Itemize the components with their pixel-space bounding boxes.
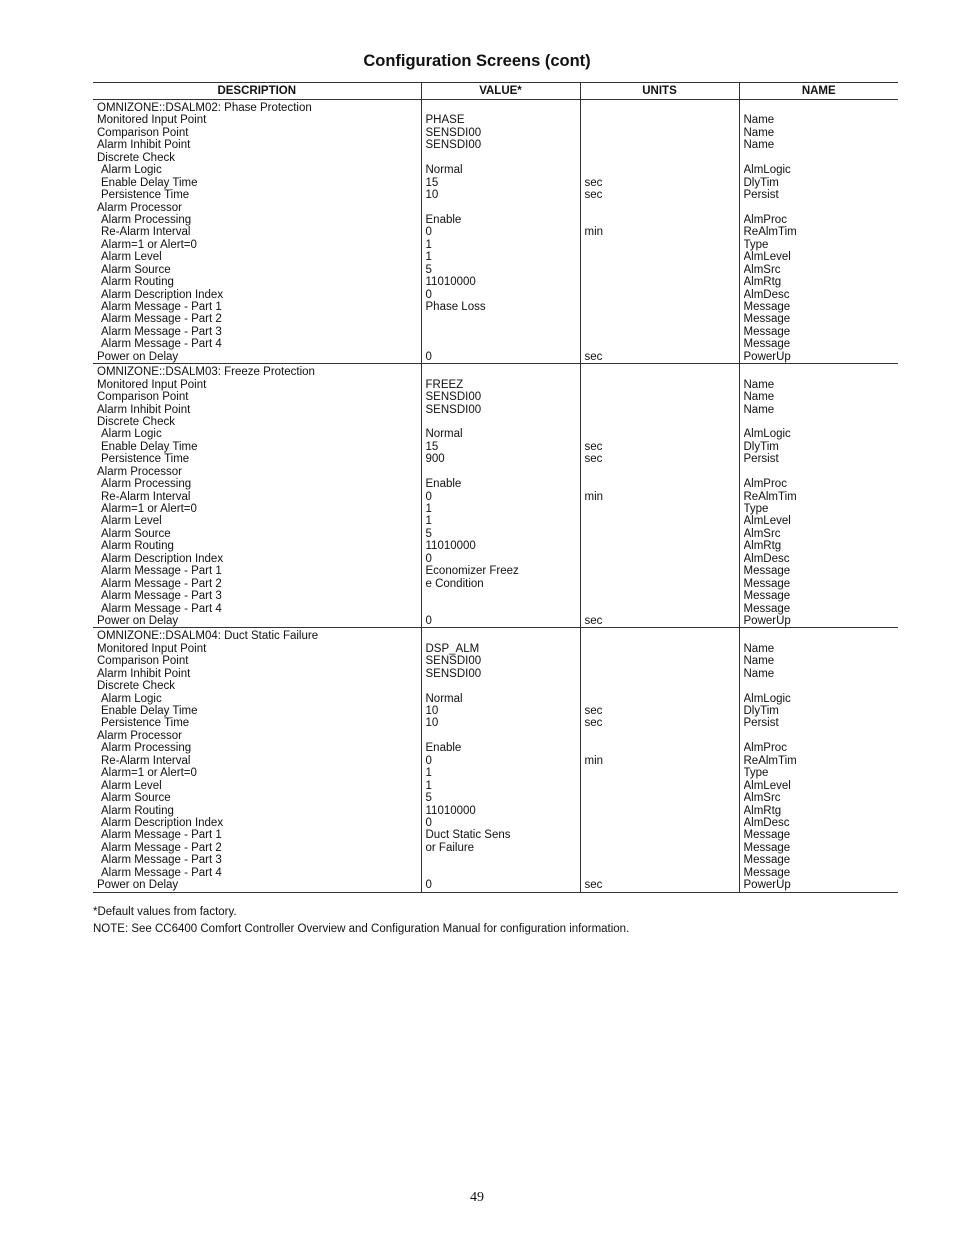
- description-line: Alarm=1 or Alert=0: [101, 767, 197, 780]
- name-line: Message: [743, 301, 791, 313]
- description-line: Persistence Time: [101, 717, 190, 730]
- name-line: [744, 416, 899, 428]
- units-line: [585, 780, 739, 792]
- description-line: Monitored Input Point: [97, 378, 207, 391]
- units-line: [585, 428, 739, 440]
- description-line: Alarm Message - Part 3: [101, 325, 222, 338]
- units-line: [585, 515, 739, 527]
- units-line: [585, 565, 739, 577]
- value-line: FREEZ: [425, 378, 464, 391]
- name-line: AlmLogic: [743, 164, 791, 177]
- name-line: AlmRtg: [743, 804, 782, 817]
- name-line: AlmSrc: [743, 792, 781, 805]
- units-line: [585, 251, 739, 263]
- description-line: OMNIZONE::DSALM02: Phase Protection: [97, 102, 312, 114]
- name-line: [744, 366, 899, 378]
- page-title: Configuration Screens (cont): [363, 52, 591, 70]
- name-line: ReAlmTim: [743, 226, 797, 239]
- units-line: [585, 139, 739, 151]
- units-line: sec: [584, 717, 603, 730]
- description-line: Alarm Level: [101, 515, 162, 528]
- value-line: [426, 730, 580, 742]
- name-line: Message: [743, 590, 791, 603]
- value-line: SENSDI00: [425, 391, 482, 404]
- description-line: Alarm Logic: [101, 692, 162, 705]
- units-line: min: [584, 754, 604, 767]
- units-line: [585, 416, 739, 428]
- units-line: [585, 528, 739, 540]
- description-line: Power on Delay: [97, 614, 179, 627]
- value-line: [426, 102, 580, 114]
- name-line: ReAlmTim: [743, 490, 797, 503]
- units-line: sec: [584, 879, 603, 892]
- name-line: AlmSrc: [743, 527, 781, 540]
- table-header-row: [93, 83, 898, 100]
- name-line: [744, 152, 899, 164]
- units-line: [585, 590, 739, 602]
- name-line: Name: [743, 403, 775, 416]
- value-line: 10: [425, 705, 439, 717]
- name-line: AlmRtg: [743, 276, 782, 289]
- name-line: [744, 730, 899, 742]
- header-value: VALUE*: [421, 83, 580, 100]
- value-line: Economizer Freez: [425, 565, 519, 578]
- description-line: Alarm Routing: [101, 540, 174, 553]
- header-name: NAME: [739, 83, 898, 100]
- units-line: [585, 805, 739, 817]
- units-line: sec: [584, 440, 603, 453]
- name-line: AlmProc: [743, 478, 787, 491]
- name-line: AlmSrc: [743, 263, 781, 276]
- units-line: [585, 867, 739, 879]
- units-line: sec: [584, 705, 603, 717]
- description-line: Alarm Message - Part 4: [101, 338, 222, 351]
- value-line: 15: [425, 440, 439, 453]
- description-line: Alarm Routing: [101, 276, 174, 289]
- description-line: Alarm Message - Part 3: [101, 854, 222, 867]
- value-line: [426, 630, 580, 642]
- units-line: [585, 102, 739, 114]
- units-cell: [580, 628, 739, 892]
- description-line: Alarm Processing: [101, 478, 192, 491]
- name-line: DlyTim: [743, 176, 779, 189]
- value-line: 0: [425, 226, 432, 239]
- value-line: Enable: [425, 213, 462, 226]
- description-line: Alarm Message - Part 2: [101, 841, 222, 854]
- name-line: Message: [743, 325, 791, 338]
- name-line: PowerUp: [743, 879, 791, 892]
- value-line: 10: [425, 717, 439, 730]
- units-line: [585, 289, 739, 301]
- value-line: Phase Loss: [425, 301, 486, 313]
- description-line: Enable Delay Time: [101, 440, 198, 453]
- name-line: [744, 466, 899, 478]
- description-line: Alarm Inhibit Point: [97, 403, 191, 416]
- value-line: [426, 326, 580, 338]
- value-line: SENSDI00: [425, 139, 482, 152]
- footnote-default-values: *Default values from factory.: [93, 906, 237, 918]
- description-line: Alarm Inhibit Point: [97, 667, 191, 680]
- name-line: Type: [743, 767, 769, 780]
- value-line: 1: [425, 251, 432, 264]
- name-line: Name: [743, 642, 775, 655]
- units-line: [585, 214, 739, 226]
- units-line: sec: [584, 189, 603, 202]
- description-line: Alarm Processing: [101, 213, 192, 226]
- description-line: Alarm=1 or Alert=0: [101, 503, 197, 515]
- name-line: [744, 680, 899, 692]
- value-line: 11010000: [425, 804, 476, 817]
- description-line: Alarm Source: [101, 792, 171, 805]
- units-line: sec: [584, 614, 603, 627]
- units-line: [585, 264, 739, 276]
- value-line: 0: [425, 350, 432, 363]
- units-line: [585, 326, 739, 338]
- units-line: [585, 817, 739, 829]
- name-line: Name: [743, 667, 775, 680]
- name-line: AlmDesc: [743, 288, 790, 301]
- value-line: [426, 152, 580, 164]
- description-line: Alarm Message - Part 3: [101, 590, 222, 603]
- description-line: Comparison Point: [97, 126, 189, 139]
- name-line: [744, 102, 899, 114]
- name-line: Name: [743, 391, 775, 404]
- description-line: Alarm Processor: [97, 465, 182, 478]
- units-line: [585, 466, 739, 478]
- name-line: Type: [743, 238, 769, 251]
- value-line: SENSDI00: [425, 667, 482, 680]
- units-line: [585, 578, 739, 590]
- name-line: ReAlmTim: [743, 754, 797, 767]
- units-line: [585, 730, 739, 742]
- units-line: [585, 693, 739, 705]
- value-line: [426, 867, 580, 879]
- value-line: Normal: [425, 692, 463, 705]
- description-line: Persistence Time: [101, 189, 190, 202]
- name-line: AlmLevel: [743, 515, 791, 528]
- value-line: 0: [425, 490, 432, 503]
- value-line: Normal: [425, 428, 463, 441]
- description-line: Persistence Time: [101, 453, 190, 466]
- value-line: 15: [425, 176, 439, 189]
- value-line: Enable: [425, 478, 462, 491]
- description-line: Power on Delay: [97, 350, 179, 363]
- value-line: 0: [425, 288, 432, 301]
- name-line: Persist: [743, 189, 779, 202]
- description-line: Alarm Level: [101, 251, 162, 264]
- description-cell: [93, 100, 421, 364]
- description-line: Alarm Message - Part 1: [101, 301, 222, 313]
- description-line: Alarm Description Index: [101, 552, 224, 565]
- units-line: [585, 829, 739, 841]
- description-line: Monitored Input Point: [97, 642, 207, 655]
- name-line: Message: [743, 866, 791, 879]
- name-line: [744, 630, 899, 642]
- header-units: UNITS: [580, 83, 739, 100]
- units-line: [585, 276, 739, 288]
- description-line: Alarm Message - Part 4: [101, 602, 222, 615]
- value-cell: [421, 628, 580, 892]
- units-line: [585, 164, 739, 176]
- description-line: Comparison Point: [97, 391, 189, 404]
- units-line: [585, 114, 739, 126]
- name-line: Message: [743, 313, 791, 326]
- units-line: [585, 668, 739, 680]
- units-line: [585, 742, 739, 754]
- name-line: AlmLogic: [743, 428, 791, 441]
- units-line: [585, 478, 739, 490]
- units-line: [585, 366, 739, 378]
- name-line: AlmDesc: [743, 552, 790, 565]
- footnote-note: NOTE: See CC6400 Comfort Controller Overview and Configuration Manual for configuration information.: [93, 923, 630, 935]
- configuration-table: [93, 82, 898, 893]
- units-line: [585, 202, 739, 214]
- value-line: SENSDI00: [425, 655, 482, 668]
- value-line: PHASE: [425, 114, 465, 127]
- value-line: 10: [425, 189, 439, 202]
- units-line: sec: [584, 453, 603, 466]
- description-line: Re-Alarm Interval: [101, 754, 191, 767]
- name-line: DlyTim: [743, 440, 779, 453]
- name-line: AlmProc: [743, 213, 787, 226]
- name-line: AlmLevel: [743, 251, 791, 264]
- description-line: Alarm Inhibit Point: [97, 139, 191, 152]
- table-body: [93, 100, 898, 893]
- name-line: AlmRtg: [743, 540, 782, 553]
- units-line: [585, 854, 739, 866]
- description-line: Alarm=1 or Alert=0: [101, 238, 197, 251]
- value-cell: [421, 100, 580, 364]
- name-line: Name: [743, 139, 775, 152]
- name-line: Persist: [743, 717, 779, 730]
- units-line: [585, 404, 739, 416]
- name-line: Message: [743, 854, 791, 867]
- name-cell: [739, 364, 898, 628]
- value-line: DSP_ALM: [425, 642, 480, 655]
- name-line: [744, 202, 899, 214]
- description-line: Alarm Description Index: [101, 816, 224, 829]
- name-line: PowerUp: [743, 614, 791, 627]
- value-line: [426, 603, 580, 615]
- value-line: Enable: [425, 742, 462, 755]
- value-line: Normal: [425, 164, 463, 177]
- description-line: Alarm Level: [101, 779, 162, 792]
- units-line: min: [584, 490, 604, 503]
- name-line: AlmLevel: [743, 779, 791, 792]
- page-number: 49: [470, 1190, 484, 1205]
- name-line: Name: [743, 114, 775, 127]
- units-line: [585, 767, 739, 779]
- units-line: [585, 553, 739, 565]
- units-line: [585, 379, 739, 391]
- description-line: Discrete Check: [97, 151, 175, 164]
- value-line: [426, 338, 580, 350]
- units-line: [585, 630, 739, 642]
- name-line: DlyTim: [743, 705, 779, 717]
- description-line: Enable Delay Time: [101, 705, 198, 717]
- description-cell: [93, 364, 421, 628]
- name-line: AlmLogic: [743, 692, 791, 705]
- description-line: Comparison Point: [97, 655, 189, 668]
- value-line: [426, 313, 580, 325]
- value-cell: [421, 364, 580, 628]
- value-line: [426, 590, 580, 602]
- name-line: Message: [743, 829, 791, 842]
- units-line: [585, 503, 739, 515]
- description-line: Enable Delay Time: [101, 176, 198, 189]
- units-line: [585, 842, 739, 854]
- description-line: Discrete Check: [97, 680, 175, 693]
- name-line: Name: [743, 126, 775, 139]
- value-line: 0: [425, 879, 432, 892]
- name-cell: [739, 628, 898, 892]
- description-line: Alarm Message - Part 2: [101, 577, 222, 590]
- units-line: [585, 127, 739, 139]
- description-line: OMNIZONE::DSALM04: Duct Static Failure: [97, 630, 319, 643]
- name-line: PowerUp: [743, 350, 791, 363]
- description-line: Alarm Message - Part 2: [101, 313, 222, 326]
- value-line: 11010000: [425, 540, 476, 553]
- units-line: [585, 680, 739, 692]
- description-line: Alarm Logic: [101, 428, 162, 441]
- units-line: [585, 338, 739, 350]
- value-line: 5: [425, 527, 432, 540]
- name-line: Name: [743, 655, 775, 668]
- units-line: [585, 603, 739, 615]
- units-line: [585, 540, 739, 552]
- value-line: [426, 416, 580, 428]
- value-line: 0: [425, 552, 432, 565]
- units-line: [585, 391, 739, 403]
- table-section-row: [93, 364, 898, 628]
- description-line: Re-Alarm Interval: [101, 226, 191, 239]
- table-section-row: [93, 628, 898, 892]
- value-line: 11010000: [425, 276, 476, 289]
- units-line: [585, 643, 739, 655]
- value-line: e Condition: [425, 577, 484, 590]
- value-line: [426, 466, 580, 478]
- value-line: 1: [425, 238, 432, 251]
- value-line: 900: [425, 453, 445, 466]
- value-line: [426, 854, 580, 866]
- description-line: Alarm Processor: [97, 729, 182, 742]
- value-line: or Failure: [425, 841, 475, 854]
- value-line: 0: [425, 754, 432, 767]
- units-line: [585, 313, 739, 325]
- units-line: [585, 655, 739, 667]
- header-description: DESCRIPTION: [93, 83, 421, 100]
- description-line: Alarm Message - Part 1: [101, 565, 222, 578]
- description-line: Alarm Logic: [101, 164, 162, 177]
- value-line: [426, 366, 580, 378]
- value-line: [426, 680, 580, 692]
- units-line: [585, 152, 739, 164]
- name-line: AlmProc: [743, 742, 787, 755]
- units-line: min: [584, 226, 604, 239]
- description-line: Alarm Source: [101, 263, 171, 276]
- description-line: OMNIZONE::DSALM03: Freeze Protection: [97, 366, 315, 379]
- name-line: Message: [743, 565, 791, 578]
- units-line: sec: [584, 176, 603, 189]
- name-line: Name: [743, 378, 775, 391]
- description-line: Power on Delay: [97, 879, 179, 892]
- value-line: 0: [425, 614, 432, 627]
- description-cell: [93, 628, 421, 892]
- units-line: [585, 239, 739, 251]
- name-cell: [739, 100, 898, 364]
- value-line: 0: [425, 816, 432, 829]
- table-section-row: [93, 100, 898, 364]
- units-line: [585, 792, 739, 804]
- name-line: Message: [743, 841, 791, 854]
- value-line: 5: [425, 263, 432, 276]
- name-line: Persist: [743, 453, 779, 466]
- description-line: Alarm Message - Part 4: [101, 866, 222, 879]
- value-line: 1: [425, 503, 432, 515]
- value-line: 1: [425, 515, 432, 528]
- value-line: 1: [425, 779, 432, 792]
- units-line: sec: [584, 350, 603, 363]
- description-line: Re-Alarm Interval: [101, 490, 191, 503]
- value-line: SENSDI00: [425, 126, 482, 139]
- name-line: AlmDesc: [743, 816, 790, 829]
- value-line: 1: [425, 767, 432, 780]
- value-line: SENSDI00: [425, 403, 482, 416]
- description-line: Alarm Routing: [101, 804, 174, 817]
- units-cell: [580, 100, 739, 364]
- description-line: Alarm Description Index: [101, 288, 224, 301]
- description-line: Alarm Processor: [97, 201, 182, 214]
- value-line: [426, 202, 580, 214]
- name-line: Type: [743, 503, 769, 515]
- description-line: Monitored Input Point: [97, 114, 207, 127]
- value-line: 5: [425, 792, 432, 805]
- name-line: Message: [743, 338, 791, 351]
- description-line: Alarm Message - Part 1: [101, 829, 222, 842]
- description-line: Discrete Check: [97, 415, 175, 428]
- units-line: [585, 301, 739, 313]
- description-line: Alarm Processing: [101, 742, 192, 755]
- name-line: Message: [743, 602, 791, 615]
- name-line: Message: [743, 577, 791, 590]
- description-line: Alarm Source: [101, 527, 171, 540]
- value-line: Duct Static Sens: [425, 829, 511, 842]
- units-cell: [580, 364, 739, 628]
